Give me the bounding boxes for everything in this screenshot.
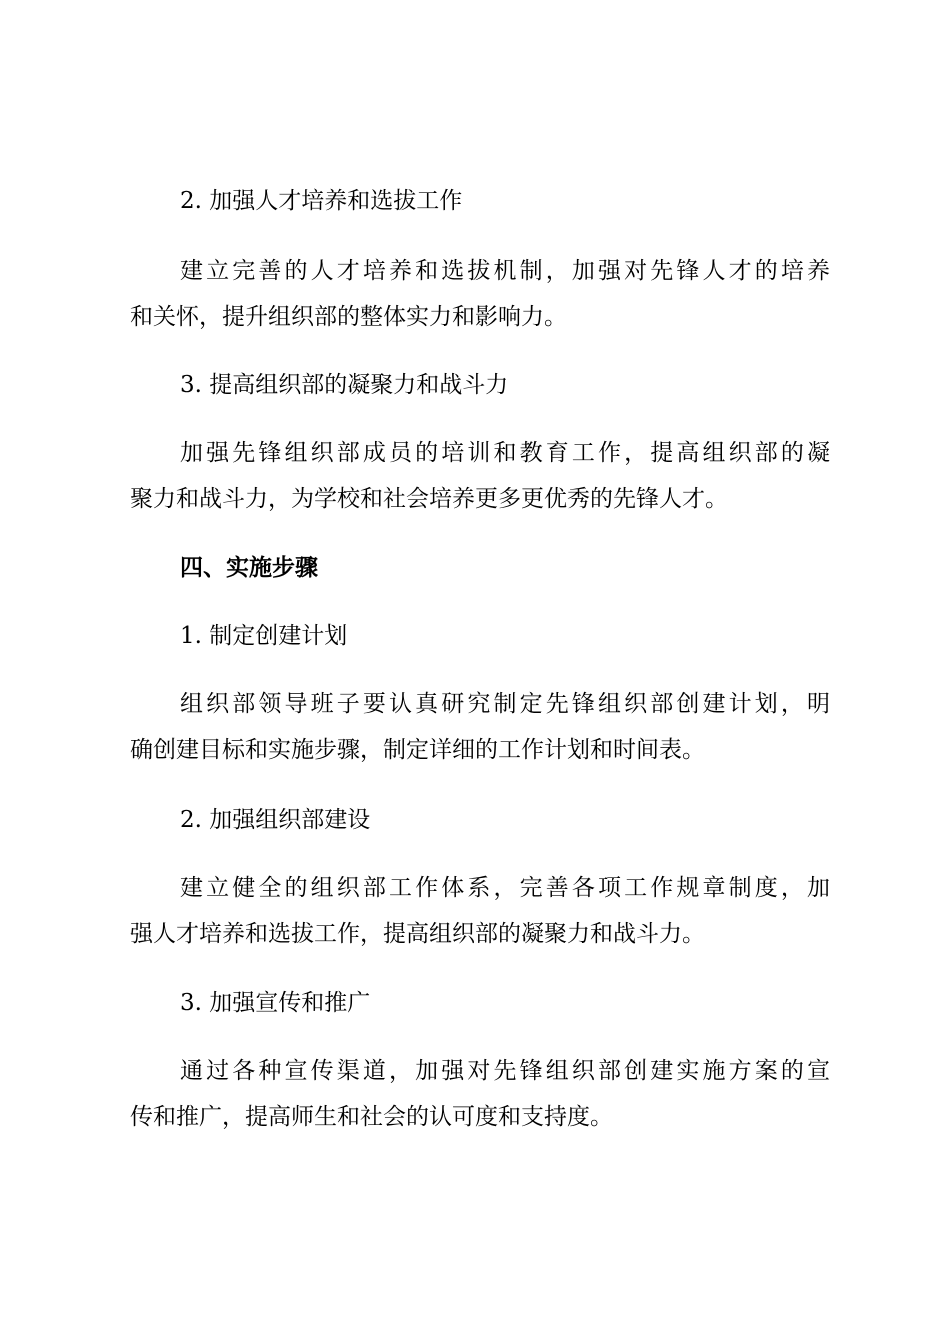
paragraph-line: 确创建目标和实施步骤，制定详细的工作计划和时间表。 bbox=[130, 737, 705, 763]
paragraph-line: 传和推广，提高师生和社会的认可度和支持度。 bbox=[130, 1104, 613, 1130]
subheading-construction: 2. 加强组织部建设 bbox=[180, 807, 371, 833]
paragraph-line: 和关怀，提升组织部的整体实力和影响力。 bbox=[130, 304, 567, 330]
subheading-talent-training: 2. 加强人才培养和选拔工作 bbox=[180, 188, 463, 214]
paragraph-line: 建立完善的人才培养和选拔机制，加强对先锋人才的培养 bbox=[180, 258, 830, 284]
subheading-cohesion: 3. 提高组织部的凝聚力和战斗力 bbox=[180, 372, 509, 398]
paragraph-plan bbox=[130, 681, 830, 773]
paragraph-line: 建立健全的组织部工作体系，完善各项工作规章制度，加 bbox=[180, 875, 830, 901]
paragraph-cohesion bbox=[130, 430, 830, 522]
paragraph-line: 聚力和战斗力，为学校和社会培养更多更优秀的先锋人才。 bbox=[130, 486, 728, 512]
paragraph-promotion bbox=[130, 1048, 830, 1140]
paragraph-line: 强人才培养和选拔工作，提高组织部的凝聚力和战斗力。 bbox=[130, 921, 705, 947]
paragraph-line: 加强先锋组织部成员的培训和教育工作，提高组织部的凝 bbox=[180, 440, 830, 466]
paragraph-line: 组织部领导班子要认真研究制定先锋组织部创建计划，明 bbox=[180, 691, 830, 717]
paragraph-construction bbox=[130, 865, 830, 957]
paragraph-line: 通过各种宣传渠道，加强对先锋组织部创建实施方案的宣 bbox=[180, 1058, 830, 1084]
section-title-implementation: 四、实施步骤 bbox=[180, 554, 318, 581]
paragraph-talent-training bbox=[130, 248, 830, 340]
subheading-plan: 1. 制定创建计划 bbox=[180, 623, 348, 649]
subheading-promotion: 3. 加强宣传和推广 bbox=[180, 990, 371, 1016]
